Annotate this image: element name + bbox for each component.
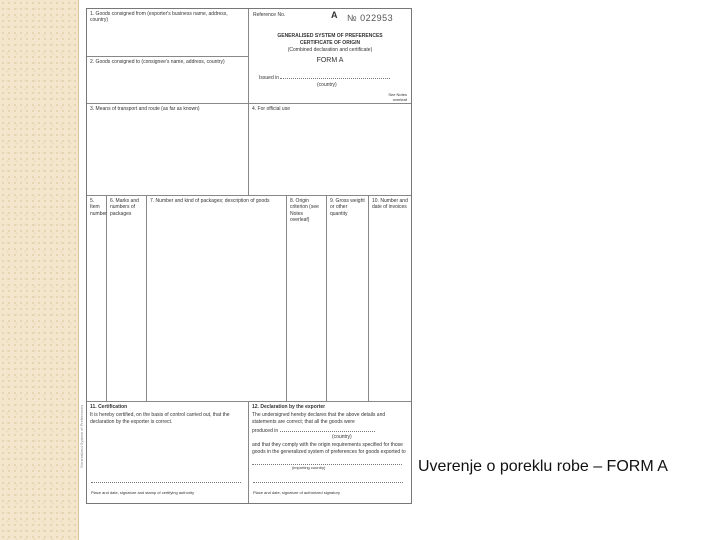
col-6-label: 6. Marks and numbers of packages: [110, 198, 139, 217]
box-12-importing: (importing country): [292, 465, 326, 470]
certificate-of-origin-form: [86, 8, 412, 504]
box-12-declaration: [249, 401, 411, 503]
box-12-signature-line: [253, 482, 403, 483]
box-2-consignee: [87, 57, 249, 104]
reference-label: Reference No.: [253, 12, 286, 18]
see-notes: See Notes overleaf: [388, 92, 407, 102]
col-7-label: 7. Number and kind of packages; description of goods: [150, 198, 270, 204]
title-line-2: CERTIFICATE OF ORIGIN: [299, 40, 361, 46]
box-12-country: (country): [332, 434, 352, 440]
issued-country-hint: (country): [317, 82, 337, 88]
title-line-3: (Combined declaration and certificate): [287, 47, 373, 53]
box-12-footer: Place and date, signature of authorized signatory: [253, 490, 340, 495]
box-4-official-use: [249, 104, 411, 196]
form-name: FORM A: [316, 57, 344, 64]
issued-in-label: Issued in: [259, 75, 390, 81]
col-10-label: 10. Number and date of invoices: [372, 198, 408, 211]
col-5-item-number: [87, 196, 107, 401]
box-12-text-2: and that they comply with the origin requirements specified for those goods in the generalized system of preferences for goods exported to: [252, 442, 406, 455]
col-9-label: 9. Gross weight or other quantity: [330, 198, 365, 217]
box-11-title: 11. Certification: [90, 404, 128, 410]
box-12-importing-line: [252, 458, 402, 465]
title-line-1: GENERALISED SYSTEM OF PREFERENCES: [277, 33, 383, 39]
box-1-label: 1. Goods consigned from (exporter's business name, address, country): [90, 11, 228, 24]
box-11-certification: [87, 401, 249, 503]
col-9-gross-weight: [327, 196, 369, 401]
form-header: [249, 9, 411, 104]
box-3-label: 3. Means of transport and route (as far as known): [90, 106, 200, 112]
slide-caption: Uverenje o poreklu robe – FORM A: [418, 458, 668, 475]
col-8-origin-criterion: [287, 196, 327, 401]
box-12-produced-in: produced in: [252, 428, 408, 434]
box-1-consignor: [87, 9, 249, 57]
serial-number: № 022953: [347, 13, 394, 23]
box-3-transport: [87, 104, 249, 196]
col-7-description: [147, 196, 287, 401]
box-2-label: 2. Goods consigned to (consignee's name, address, country): [90, 59, 225, 65]
box-12-title: 12. Declaration by the exporter: [252, 404, 326, 410]
col-5-label: 5. Item number: [90, 198, 107, 217]
box-11-footer: Place and date, signature and stamp of certifying authority: [91, 490, 195, 495]
col-8-label: 8. Origin criterion (see Notes overleaf): [290, 198, 319, 223]
box-11-text: It is hereby certified, on the basis of control carried out, that the declaration by the exporter is correct.: [90, 412, 230, 425]
box-11-signature-line: [91, 482, 241, 483]
box-12-text-1: The undersigned hereby declares that the above details and statements are correct; that all the goods were: [252, 412, 386, 425]
col-10-invoices: [369, 196, 411, 401]
form-side-print: Generalized System of Preferences: [79, 404, 84, 468]
col-6-marks: [107, 196, 147, 401]
serial-letter: A: [331, 10, 338, 20]
box-4-label: 4. For official use: [252, 106, 290, 112]
decorative-left-strip: [0, 0, 79, 540]
